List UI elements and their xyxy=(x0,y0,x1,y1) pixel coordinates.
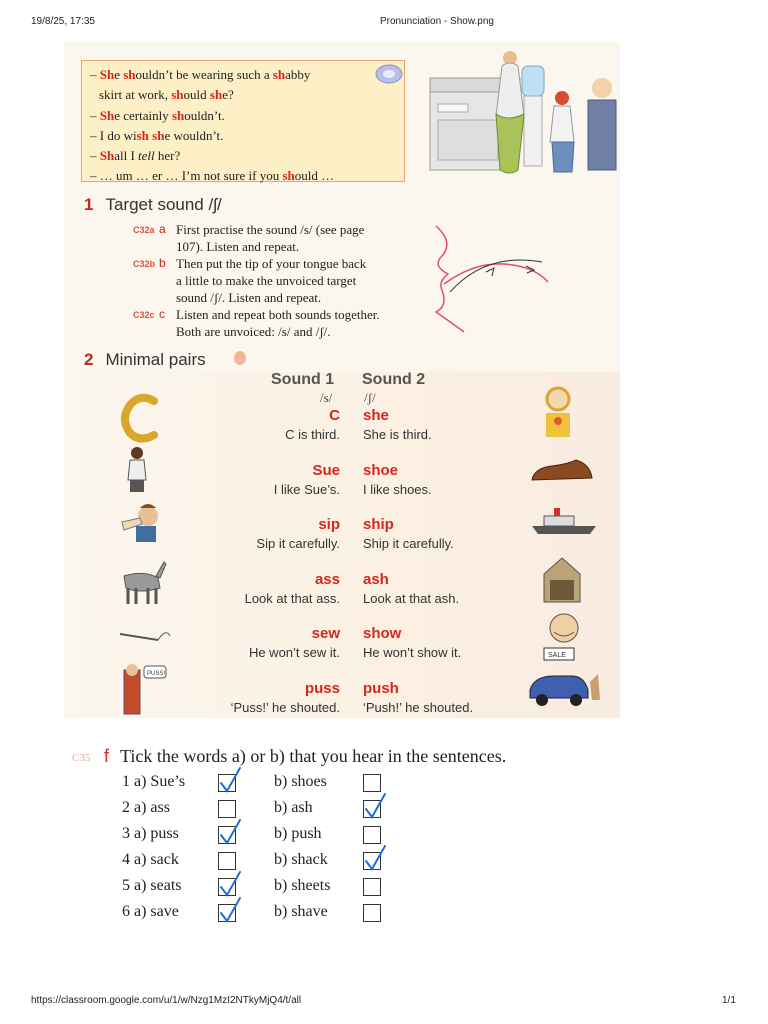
dialogue-line xyxy=(90,146,396,166)
step-text: Both are unvoiced: /s/ and /ʃ/. xyxy=(176,324,331,339)
dialogue-text: all I xyxy=(114,148,139,164)
sound-1-sentence: C is third. xyxy=(285,427,340,442)
print-url[interactable]: https://classroom.google.com/u/1/w/Nzg1MzI2NTkyMjQ4/t/all xyxy=(31,995,302,1006)
man-drinking-illustration xyxy=(118,500,164,544)
dialogue-text: ould … xyxy=(294,168,335,184)
sound-2-sentence: She is third. xyxy=(363,427,432,442)
step-text: Then put the tip of your tongue back xyxy=(176,256,367,271)
sound-2-word: ash xyxy=(363,570,389,588)
tongue-mouth-diagram xyxy=(426,222,556,337)
dialogue-text: ould xyxy=(183,87,210,103)
sh-highlight: sh xyxy=(171,107,185,123)
step-text: sound /ʃ/. Listen and repeat. xyxy=(176,290,322,305)
option-a-checkbox[interactable] xyxy=(218,852,236,870)
sound-2-word: shoe xyxy=(363,461,399,479)
section-1-heading xyxy=(84,195,222,215)
step-letter: b xyxy=(159,256,166,270)
dialogue-line xyxy=(90,85,396,105)
print-datetime: 19/8/25, 17:35 xyxy=(31,16,95,27)
office-photocopier-illustration xyxy=(424,48,620,188)
option-a-checkbox[interactable] xyxy=(218,800,236,818)
dialogue-text: – xyxy=(90,67,100,82)
sale-sign-text: SALE xyxy=(548,652,566,659)
dialogue-text: ouldn’t. xyxy=(184,107,225,123)
ship-illustration xyxy=(530,506,598,536)
girl-illustration xyxy=(540,385,576,437)
sh-highlight: Sh xyxy=(99,107,115,123)
sound-1-word: ass xyxy=(314,570,340,588)
option-b-label: b) push xyxy=(274,825,322,842)
sound-1-ipa: /s/ xyxy=(320,390,333,405)
check-mark-icon xyxy=(218,766,242,794)
step-letter: c xyxy=(159,307,165,321)
sound-2-word: ship xyxy=(363,516,394,534)
burnt-house-illustration xyxy=(540,554,584,604)
check-mark-icon xyxy=(218,818,242,846)
step-text: 107). Listen and repeat. xyxy=(176,239,300,254)
section-1-title: Target sound /ʃ/ xyxy=(105,195,222,214)
section-2-title: Minimal pairs xyxy=(105,350,206,369)
sound-2-word: show xyxy=(363,625,402,643)
sound-1-sentence: He won’t sew it. xyxy=(248,645,340,661)
option-b-checkbox[interactable] xyxy=(363,878,381,896)
dialogue-line xyxy=(90,126,396,146)
option-a-label: 3 a) puss xyxy=(122,825,179,842)
sound-2-sentence: Look at that ash. xyxy=(363,590,460,606)
section-2-heading xyxy=(84,350,206,370)
dialogue-line xyxy=(90,106,396,126)
sound-2-word: push xyxy=(363,680,399,697)
option-b-label: b) shave xyxy=(274,903,328,920)
sh-highlight: Sh xyxy=(99,67,115,82)
sh-highlight: Sh xyxy=(99,148,115,164)
option-b-label: b) ash xyxy=(274,799,313,816)
dialogue-text: – I do wi xyxy=(90,127,137,143)
step-text: First practise the sound /s/ (see page xyxy=(176,222,365,237)
sh-highlight: sh xyxy=(123,67,136,82)
sound-1-word: puss xyxy=(304,680,340,697)
sound-1-word: C xyxy=(329,407,340,424)
step-text: Listen and repeat both sounds together. xyxy=(176,307,380,322)
sh-highlight: sh xyxy=(209,87,223,103)
option-a-checkbox[interactable] xyxy=(218,826,236,844)
donkey-illustration xyxy=(112,560,170,606)
dialogue-box xyxy=(81,60,405,182)
sound-1-word: sew xyxy=(311,625,340,643)
sound-2-word: she xyxy=(363,407,389,424)
check-mark-icon xyxy=(218,896,242,924)
dialogue-text: – … um … er … I’m not sure if you xyxy=(90,168,283,184)
sound-1-heading: Sound 1 xyxy=(271,371,335,388)
step-track-tag: C32a xyxy=(133,225,155,235)
print-title: Pronunciation - Show.png xyxy=(380,16,494,27)
option-b-checkbox[interactable] xyxy=(363,826,381,844)
man-with-cat-illustration xyxy=(118,662,168,718)
shoe-illustration xyxy=(530,458,594,484)
sound-1-word: Sue xyxy=(312,461,340,479)
option-a-checkbox[interactable] xyxy=(218,878,236,896)
sh-highlight: sh xyxy=(152,127,165,143)
task-track-tag: C35 xyxy=(72,752,91,764)
puss-speech-bubble: PUSS! xyxy=(147,671,166,677)
option-b-checkbox[interactable] xyxy=(363,800,381,818)
dialogue-text: e xyxy=(114,67,124,82)
option-b-label: b) shack xyxy=(274,851,328,868)
sh-highlight: sh xyxy=(282,168,295,184)
print-page-number: 1/1 xyxy=(722,995,736,1006)
task-instruction: Tick the words a) or b) that you hear in the sentences. xyxy=(120,746,507,766)
dialogue-line xyxy=(90,166,396,186)
check-mark-icon xyxy=(218,870,242,898)
option-a-label: 1 a) Sue’s xyxy=(122,773,186,790)
sound-2-sentence: He won’t show it. xyxy=(363,645,462,661)
option-a-checkbox[interactable] xyxy=(218,774,236,792)
sh-highlight: sh xyxy=(272,67,286,82)
option-b-checkbox[interactable] xyxy=(363,774,381,792)
sound-1-word: sip xyxy=(318,516,340,534)
option-b-label: b) sheets xyxy=(274,877,331,894)
speaker-icon xyxy=(374,62,404,86)
task-letter: f xyxy=(104,746,110,766)
section-2-number: 2 xyxy=(84,350,94,369)
dialogue-line xyxy=(90,65,396,85)
check-mark-icon xyxy=(363,844,387,872)
sound-2-ipa: /ʃ/ xyxy=(364,390,376,405)
salesman-illustration xyxy=(540,610,588,662)
option-b-label: b) shoes xyxy=(274,773,327,790)
sound-1-sentence: Sip it carefully. xyxy=(256,536,340,552)
dialogue-text: ouldn’t be wearing such a xyxy=(135,67,273,82)
option-a-label: 5 a) seats xyxy=(122,877,182,894)
woman-illustration xyxy=(124,446,150,498)
option-b-checkbox[interactable] xyxy=(363,904,381,922)
ear-icon xyxy=(233,350,247,366)
option-b-checkbox[interactable] xyxy=(363,852,381,870)
dialogue-text: e? xyxy=(222,87,234,103)
sound-1-sentence: I like Sue’s. xyxy=(273,481,340,497)
option-a-checkbox[interactable] xyxy=(218,904,236,922)
dialogue-text: tell xyxy=(138,148,155,164)
dialogue-text: – xyxy=(90,148,100,164)
sound-2-sentence: Ship it carefully. xyxy=(363,536,454,552)
option-a-label: 4 a) sack xyxy=(122,851,179,868)
dialogue-text: – xyxy=(90,107,100,123)
letter-c-illustration xyxy=(120,393,160,443)
step-track-tag: C32c xyxy=(133,310,155,320)
step-track-tag: C32b xyxy=(133,259,156,269)
sh-highlight: sh xyxy=(136,127,149,143)
option-a-label: 2 a) ass xyxy=(122,799,170,816)
pushing-car-illustration xyxy=(526,668,602,708)
option-a-label: 6 a) save xyxy=(122,903,179,920)
sound-1-sentence: Look at that ass. xyxy=(244,590,340,606)
step-letter: a xyxy=(159,222,166,236)
sound-2-sentence: ‘Push!’ he shouted. xyxy=(363,700,474,715)
dialogue-text: abby xyxy=(285,67,311,82)
sh-highlight: sh xyxy=(171,87,184,103)
dialogue-text: skirt at work, xyxy=(99,87,172,103)
step-text: a little to make the unvoiced target xyxy=(176,273,357,288)
dialogue-text: her? xyxy=(154,148,181,164)
dialogue-text: e certainly xyxy=(114,107,172,123)
sound-1-sentence: ‘Puss!’ he shouted. xyxy=(230,700,340,715)
needle-thread-illustration xyxy=(118,624,172,644)
check-mark-icon xyxy=(363,792,387,820)
sound-2-heading: Sound 2 xyxy=(362,371,426,388)
section-1-number: 1 xyxy=(84,195,94,214)
sound-2-sentence: I like shoes. xyxy=(363,481,432,497)
dialogue-text: e wouldn’t. xyxy=(164,127,224,143)
